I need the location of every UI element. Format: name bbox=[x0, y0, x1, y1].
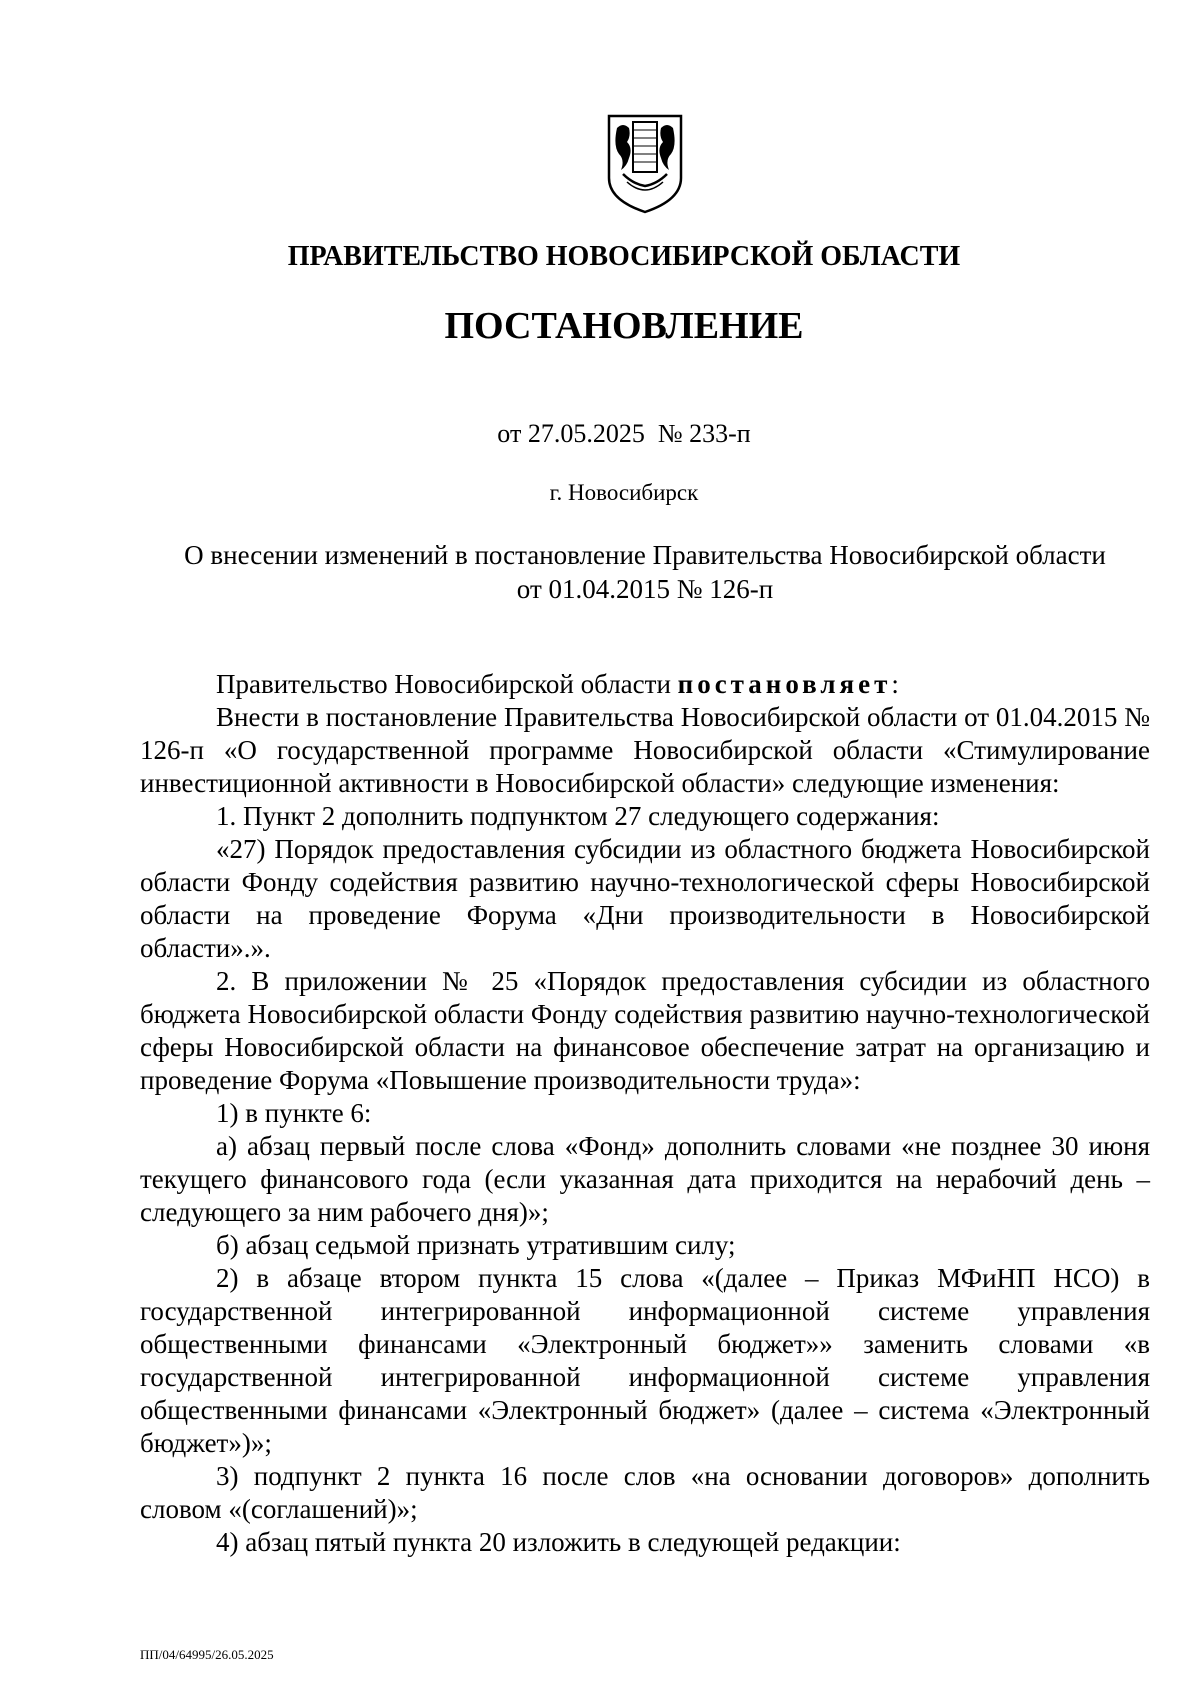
document-body bbox=[140, 668, 1150, 1559]
document-subject bbox=[140, 538, 1150, 606]
body-paragraph: Внести в постановление Правительства Новосибирской области от 01.04.2015 № 126-п «О государственной программе Новосибирской области «Стимулирование инвестиционной активности в Новосибирской области» следующие изменения: bbox=[140, 702, 1150, 798]
document-date-number: от 27.05.2025 № 233-п bbox=[497, 419, 751, 448]
intro-prefix: Правительство Новосибирской области bbox=[216, 669, 678, 699]
intro-spaced-verb: постановляет bbox=[677, 669, 892, 699]
body-paragraph: а) абзац первый после слова «Фонд» дополнить словами «не позднее 30 июня текущего финансового года (если указанная дата приходится на нерабочий день – следующего за ним рабочего дня)»; bbox=[140, 1131, 1150, 1227]
intro-suffix: : bbox=[891, 669, 899, 699]
document-city: г. Новосибирск bbox=[549, 480, 699, 505]
subject-line-1: О внесении изменений в постановление Правительства Новосибирской области bbox=[184, 540, 1106, 570]
body-paragraph: б) абзац седьмой признать утратившим силу; bbox=[216, 1230, 736, 1260]
body-paragraph: 1) в пункте 6: bbox=[216, 1098, 372, 1128]
subject-line-2: от 01.04.2015 № 126-п bbox=[516, 574, 774, 604]
document-type-title: ПОСТАНОВЛЕНИЕ bbox=[444, 305, 804, 347]
body-paragraph: 4) абзац пятый пункта 20 изложить в следующей редакции: bbox=[216, 1527, 901, 1557]
body-paragraph: 1. Пункт 2 дополнить подпунктом 27 следующего содержания: bbox=[216, 801, 940, 831]
intro-paragraph bbox=[140, 668, 1150, 701]
body-paragraph: 2) в абзаце втором пункта 15 слова «(далее – Приказ МФиНП НСО) в государственной интегрированной информационной системе управления общественными финансами «Электронный бюджет»» заменить словами «в государственной интегрированной информационной системе управления общественными финансами «Электронный бюджет» (далее – система «Электронный бюджет»)»; bbox=[140, 1263, 1150, 1458]
body-paragraph: «27) Порядок предоставления субсидии из областного бюджета Новосибирской области Фонду содействия развитию научно-технологической сферы Новосибирской области на проведение Форума «Дни производительности в Новосибирской области».». bbox=[140, 834, 1150, 963]
body-paragraph: 3) подпункт 2 пункта 16 после слов «на основании договоров» дополнить словом «(соглашений)»; bbox=[140, 1461, 1150, 1524]
coat-of-arms-emblem bbox=[603, 112, 687, 216]
body-paragraph: 2. В приложении № 25 «Порядок предоставления субсидии из областного бюджета Новосибирской области Фонду содействия развитию научно-технологической сферы Новосибирской области на финансовое обеспечение затрат на организацию и проведение Форума «Повышение производительности труда»: bbox=[140, 966, 1150, 1095]
organization-title: ПРАВИТЕЛЬСТВО НОВОСИБИРСКОЙ ОБЛАСТИ bbox=[287, 241, 961, 272]
footer-document-code: ПП/04/64995/26.05.2025 bbox=[140, 1647, 274, 1662]
